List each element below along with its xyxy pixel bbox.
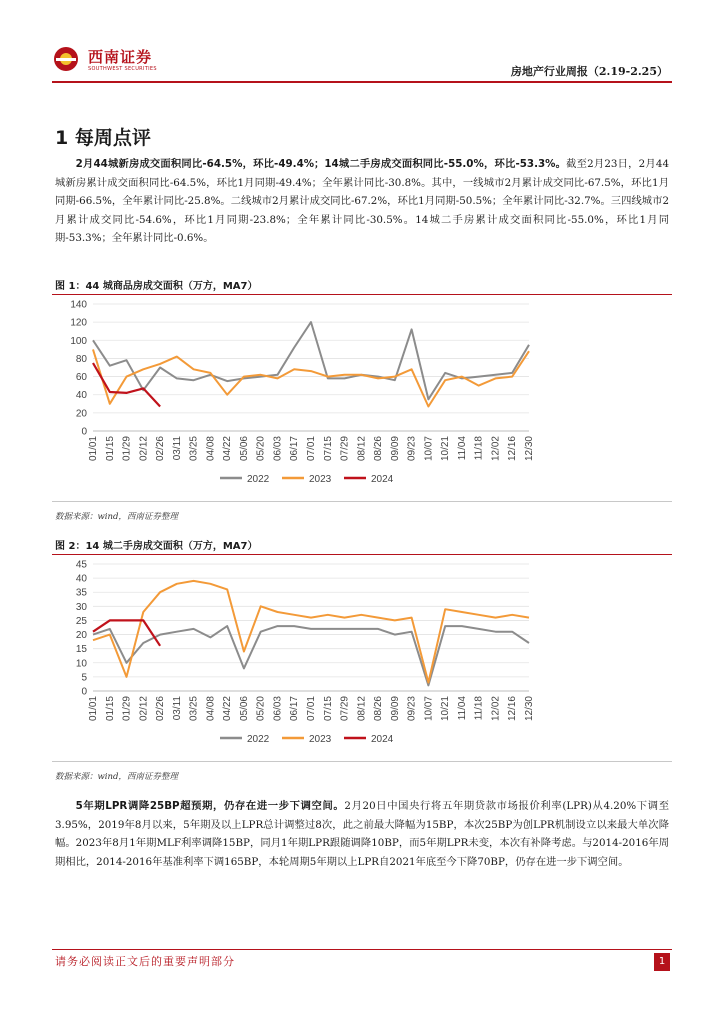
chart1-xtick-label: 01/15: [104, 436, 116, 462]
chart2-ytick-label: 15: [75, 644, 87, 656]
chart1-xtick-label: 05/06: [238, 436, 250, 462]
figure2-top-rule: [52, 554, 672, 555]
chart1-xtick-label: 11/04: [456, 436, 468, 461]
chart1-xtick-label: 09/23: [406, 436, 418, 462]
paragraph-summary-lead: 2月44城新房成交面积同比-64.5%，环比-49.4%；14城二手房成交面积同比-55.0%，环比-53.3%。: [75, 158, 567, 170]
chart1-xtick-label: 01/01: [88, 436, 99, 462]
chart1-xtick-label: 06/17: [289, 436, 301, 462]
chart1-ytick-label: 100: [70, 335, 87, 347]
chart1-xtick-label: 07/15: [322, 436, 334, 462]
figure2-source: 数据来源：wind，西南证券整理: [55, 772, 178, 782]
chart2-xtick-label: 05/06: [238, 696, 250, 722]
chart1-ytick-label: 80: [75, 353, 87, 365]
section-title: 1 每周点评: [55, 127, 151, 149]
chart2-ytick-label: 30: [75, 601, 87, 613]
chart1-xtick-label: 02/12: [138, 436, 150, 462]
page-number: 1: [654, 953, 670, 971]
chart1-xtick-label: 06/03: [272, 436, 284, 462]
paragraph-lpr: [55, 797, 669, 871]
chart2-ytick-label: 5: [81, 672, 87, 684]
chart2-xtick-label: 07/29: [339, 696, 351, 722]
chart2-ytick-label: 20: [75, 630, 87, 642]
chart1-xtick-label: 12/02: [490, 436, 502, 462]
chart2-xtick-label: 04/08: [205, 696, 217, 722]
brand-sub: SOUTHWEST SECURITIES: [88, 66, 157, 72]
chart-44-city-new-housing: [55, 296, 535, 496]
figure2-title: 图 2：14 城二手房成交面积（万方，MA7）: [55, 541, 258, 552]
chart2-legend-label-2023: 2023: [309, 734, 332, 745]
paragraph-summary: [55, 155, 669, 248]
chart1-xtick-label: 03/11: [171, 436, 183, 461]
figure1-top-rule: [52, 294, 672, 295]
chart2-xtick-label: 12/30: [524, 696, 535, 722]
chart1-xtick-label: 04/08: [205, 436, 217, 462]
chart2-ytick-label: 40: [75, 573, 87, 585]
report-title: 房地产行业周报（2.19-2.25）: [510, 65, 668, 78]
chart1-xtick-label: 08/26: [373, 436, 385, 462]
chart1-ytick-label: 40: [75, 390, 87, 402]
chart2-xtick-label: 03/25: [188, 696, 200, 722]
figure1-title: 图 1：44 城商品房成交面积（万方，MA7）: [55, 281, 258, 292]
chart1-xtick-label: 07/01: [306, 436, 317, 462]
chart1-series-2022: [93, 322, 529, 399]
figure1-source: 数据来源：wind，西南证券整理: [55, 512, 178, 522]
chart2-ytick-label: 45: [75, 559, 87, 571]
chart1-ytick-label: 0: [81, 426, 87, 438]
chart1-ytick-label: 20: [75, 408, 87, 420]
footer-disclaimer: 请务必阅读正文后的重要声明部分: [55, 955, 235, 968]
chart1-ytick-label: 120: [70, 317, 87, 329]
chart2-xtick-label: 08/26: [373, 696, 385, 722]
chart1-xtick-label: 02/26: [155, 436, 167, 462]
chart2-ytick-label: 25: [75, 615, 87, 627]
chart2-xtick-label: 11/04: [456, 696, 468, 721]
chart2-xtick-label: 09/23: [406, 696, 418, 722]
chart2-xtick-label: 10/07: [423, 696, 435, 722]
chart2-xtick-label: 06/17: [289, 696, 301, 722]
chart1-xtick-label: 04/22: [222, 436, 234, 462]
paragraph-summary-body: 截至2月23日，2月44城新房累计成交面积同比-64.5%，环比1月同期-49.4%；全年累计同比-30.8%。其中，一线城市2月累计成交同比-67.5%，环比1月同期-66.5%，全年累计同比-25.8%。二线城市2月累计成交同比-67.2%，环比1月同期-50.5%；全年累计同比-32.7%。三四线城市2月累计成交同比-54.6%，环比1月同期-23.8%；全年累计同比-30.5%。14城二手房累计成交面积同比-55.0%，环比1月同期-53.3%；全年累计同比-0.6%。: [55, 158, 669, 244]
chart2-ytick-label: 10: [75, 658, 87, 670]
chart1-legend-label-2022: 2022: [247, 474, 270, 485]
paragraph-lpr-lead: 5年期LPR调降25BP超预期，仍存在进一步下调空间。: [75, 800, 345, 812]
chart2-legend-label-2024: 2024: [371, 734, 394, 745]
chart1-xtick-label: 09/09: [389, 436, 401, 462]
chart2-ytick-label: 35: [75, 587, 87, 599]
footer-divider: [52, 949, 672, 950]
chart1-xtick-label: 01/29: [121, 436, 133, 462]
chart2-xtick-label: 01/15: [104, 696, 116, 722]
chart1-series-2023: [93, 349, 529, 406]
chart1-xtick-label: 10/07: [423, 436, 435, 462]
chart1-ytick-label: 60: [75, 372, 87, 384]
chart2-xtick-label: 02/12: [138, 696, 150, 722]
chart1-xtick-label: 11/18: [473, 436, 485, 461]
chart2-series-2023: [93, 581, 529, 683]
chart1-xtick-label: 07/29: [339, 436, 351, 462]
chart1-legend-label-2024: 2024: [371, 474, 394, 485]
chart2-xtick-label: 01/29: [121, 696, 133, 722]
chart2-xtick-label: 05/20: [255, 696, 267, 722]
chart1-ytick-label: 140: [70, 299, 87, 311]
brand-name: 西南证券: [88, 48, 153, 66]
chart1-legend-label-2023: 2023: [309, 474, 332, 485]
chart2-xtick-label: 07/01: [306, 696, 317, 722]
chart2-xtick-label: 11/18: [473, 696, 485, 721]
chart2-xtick-label: 03/11: [171, 696, 183, 721]
figure2-bottom-rule: [52, 761, 672, 762]
chart1-xtick-label: 05/20: [255, 436, 267, 462]
chart2-xtick-label: 12/16: [507, 696, 519, 722]
chart2-xtick-label: 04/22: [222, 696, 234, 722]
chart2-xtick-label: 02/26: [155, 696, 167, 722]
paragraph-lpr-body: 2月20日中国央行将五年期贷款市场报价利率(LPR)从4.20%下调至3.95%，2019年8月以来，5年期及以上LPR总计调整过8次，此之前最大降幅为15BP，本次25BP为创LPR机制设立以来最大单次降幅。2023年8月1年期MLF利率调降15BP，同月1年期LPR跟随调降10BP，而5年期LPR未变，本次有补降考虑。与2014-2016年周期相比，2014-2016年基准利率下调165BP，本轮周期5年期以上LPR自2021年底至今下降70BP，仍存在进一步下调空间。: [55, 800, 669, 868]
chart1-xtick-label: 12/16: [507, 436, 519, 462]
chart2-xtick-label: 10/21: [440, 696, 452, 722]
chart2-xtick-label: 07/15: [322, 696, 334, 722]
figure1-bottom-rule: [52, 501, 672, 502]
chart2-xtick-label: 06/03: [272, 696, 284, 722]
chart-14-city-second-hand: [55, 556, 535, 756]
chart1-xtick-label: 10/21: [440, 436, 452, 462]
chart2-series-2024: [93, 620, 160, 645]
chart1-xtick-label: 08/12: [356, 436, 368, 462]
header-divider: [52, 81, 672, 83]
chart2-xtick-label: 12/02: [490, 696, 502, 722]
chart1-xtick-label: 03/25: [188, 436, 200, 462]
chart2-legend-label-2022: 2022: [247, 734, 270, 745]
chart2-ytick-label: 0: [81, 686, 87, 698]
chart2-xtick-label: 08/12: [356, 696, 368, 722]
chart1-xtick-label: 12/30: [524, 436, 535, 462]
chart2-xtick-label: 09/09: [389, 696, 401, 722]
chart2-xtick-label: 01/01: [88, 696, 99, 722]
